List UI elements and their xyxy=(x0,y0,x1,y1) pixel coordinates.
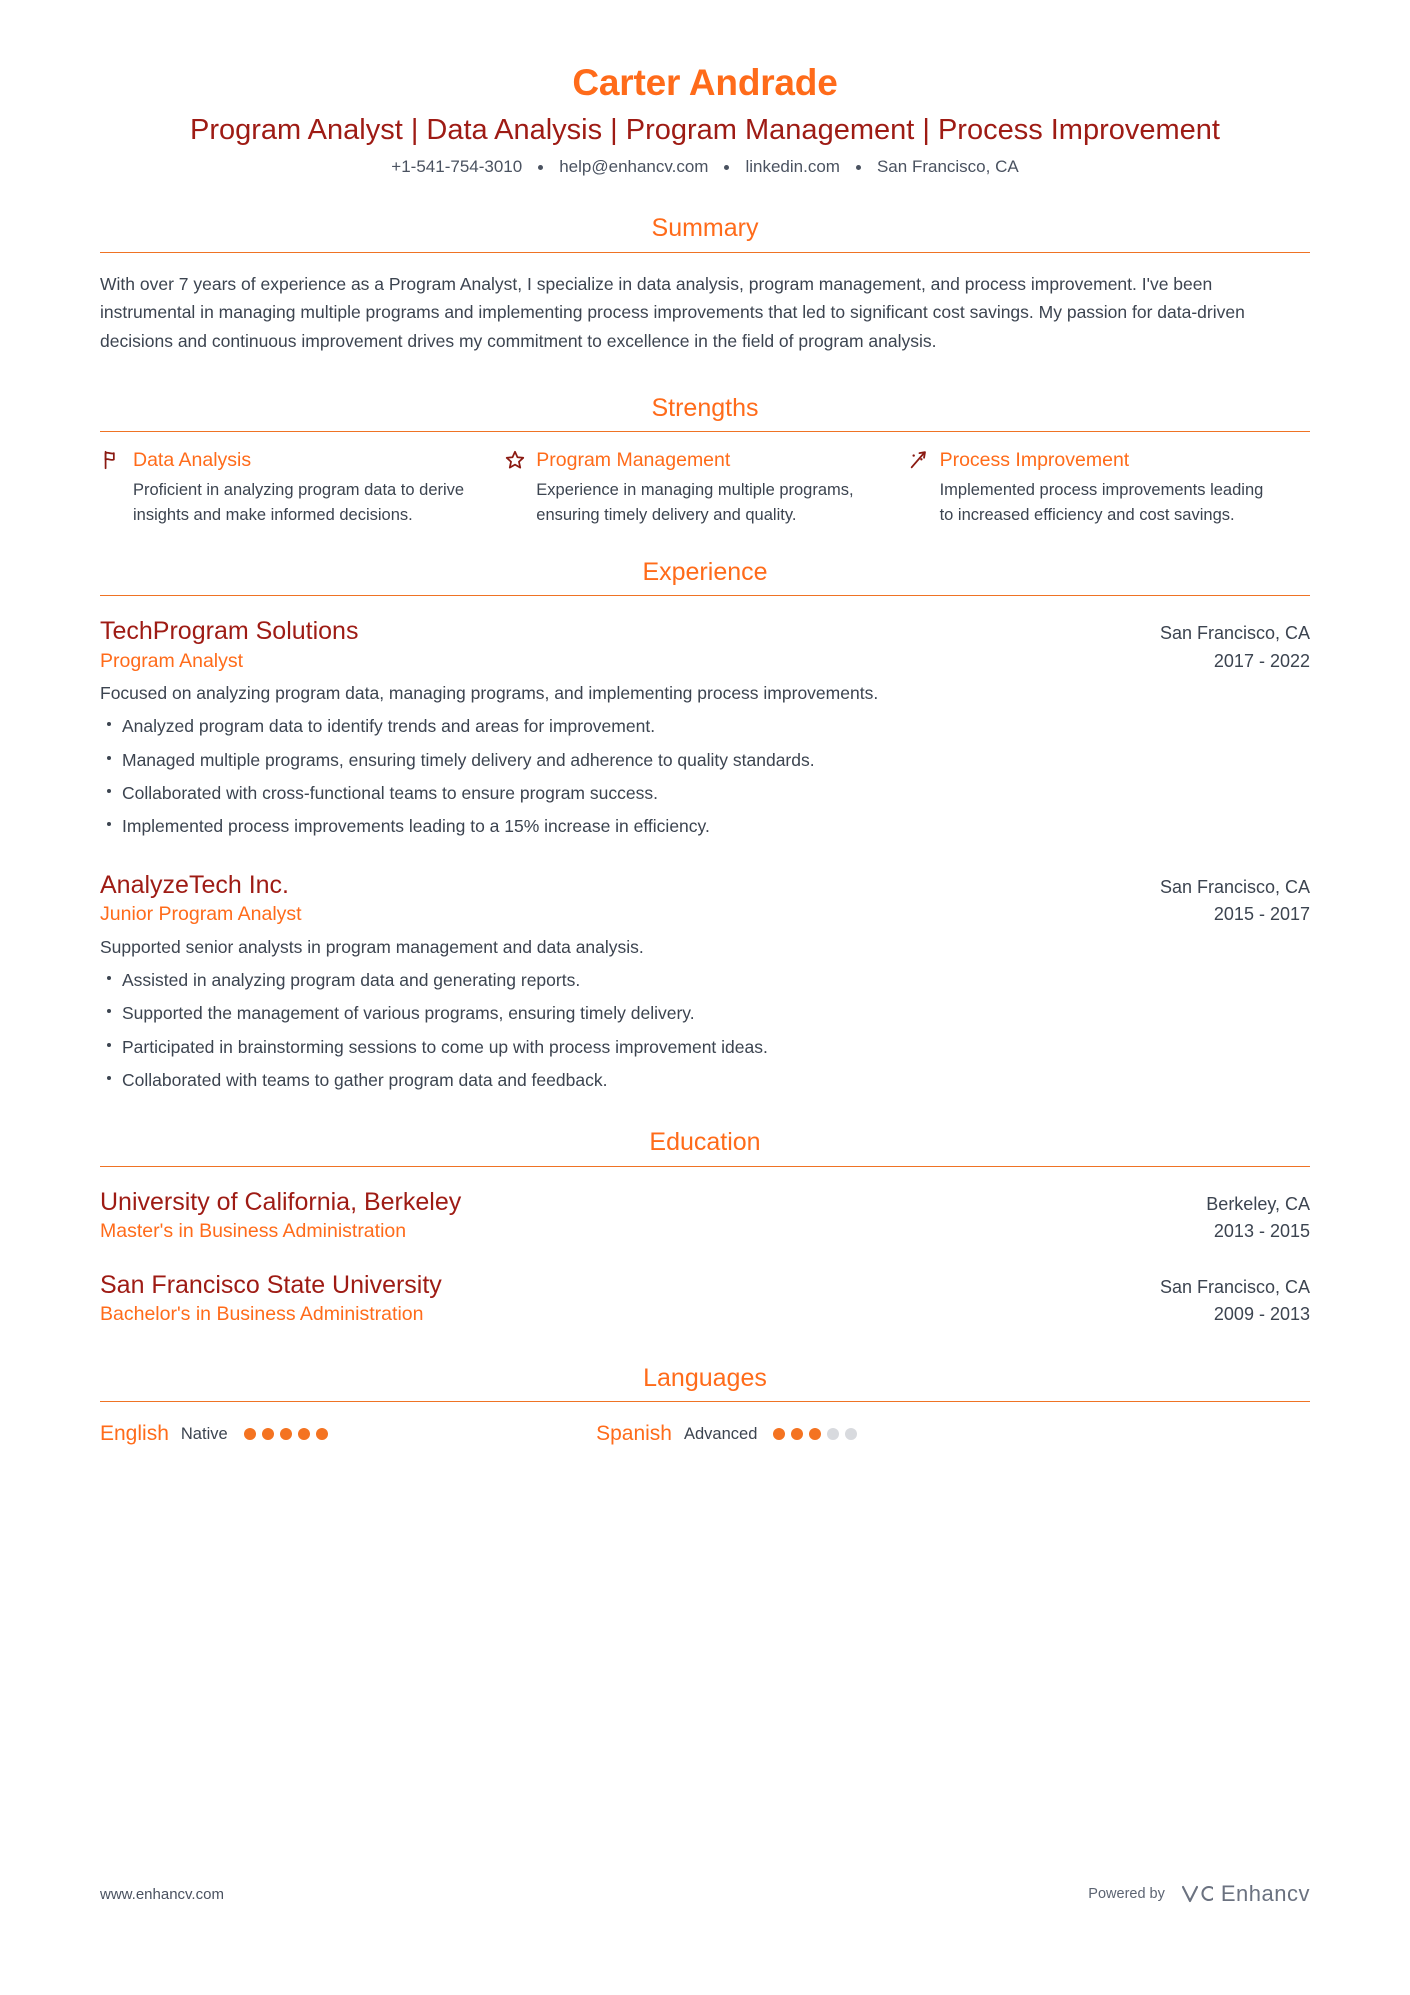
job-summary: Focused on analyzing program data, managing programs, and implementing process improvements. xyxy=(100,682,879,703)
enhancv-wordmark: Enhancv xyxy=(1220,1881,1310,1906)
strength-title: Process Improvement xyxy=(939,448,1130,471)
section-divider xyxy=(100,1166,1310,1167)
experience-entry xyxy=(100,870,1310,1094)
language-level: Native xyxy=(180,1424,228,1443)
proficiency-dot-icon xyxy=(809,1428,821,1440)
education-entry xyxy=(100,1187,1310,1244)
section-experience xyxy=(100,559,1310,1094)
list-item: Collaborated with teams to gather program data and feedback. xyxy=(100,1068,1310,1093)
flag-icon xyxy=(100,448,124,472)
resume-header xyxy=(100,0,1310,177)
proficiency-dot-icon xyxy=(773,1428,785,1440)
contact-email[interactable]: help@enhancv.com xyxy=(559,157,709,177)
section-divider xyxy=(100,1401,1310,1402)
enhancv-logo xyxy=(1179,1881,1310,1907)
company-location: San Francisco, CA xyxy=(1159,623,1310,644)
entry-subheader-row xyxy=(100,1302,1310,1326)
job-bullet-list xyxy=(100,714,1310,840)
degree-title: Master's in Business Administration xyxy=(100,1220,407,1243)
entry-header-row xyxy=(100,1270,1310,1301)
powered-by-label: Powered by xyxy=(1088,1886,1165,1902)
job-bullet-list xyxy=(100,968,1310,1094)
degree-dates: 2009 - 2013 xyxy=(1213,1304,1310,1325)
strength-header xyxy=(100,448,469,472)
strength-description: Experience in managing multiple programs, ensuring timely delivery and quality. xyxy=(536,481,854,525)
section-strengths xyxy=(100,395,1310,529)
strength-item xyxy=(907,448,1310,528)
company-name: AnalyzeTech Inc. xyxy=(100,870,289,899)
language-item xyxy=(100,1422,596,1446)
separator-dot-icon xyxy=(856,165,861,170)
language-name: Spanish xyxy=(596,1422,672,1446)
rocket-arrow-icon xyxy=(907,448,931,472)
section-divider xyxy=(100,252,1310,253)
strength-description: Implemented process improvements leading to increased efficiency and cost savings. xyxy=(939,481,1264,525)
degree-title: Bachelor's in Business Administration xyxy=(100,1303,424,1326)
proficiency-dot-icon xyxy=(827,1428,839,1440)
job-summary: Supported senior analysts in program management and data analysis. xyxy=(100,936,644,957)
entry-subheader-row xyxy=(100,1219,1310,1243)
footer-website[interactable]: www.enhancv.com xyxy=(100,1885,224,1903)
school-name: University of California, Berkeley xyxy=(100,1187,462,1216)
job-title: Junior Program Analyst xyxy=(100,903,302,926)
education-entry xyxy=(100,1270,1310,1327)
section-languages xyxy=(100,1365,1310,1447)
list-item: Collaborated with cross-functional teams to ensure program success. xyxy=(100,781,1310,806)
section-divider xyxy=(100,431,1310,432)
proficiency-dot-icon xyxy=(316,1428,328,1440)
proficiency-dot-icon xyxy=(845,1428,857,1440)
company-name: TechProgram Solutions xyxy=(100,617,359,646)
language-proficiency-dots xyxy=(773,1428,857,1440)
page-footer xyxy=(100,1881,1310,1907)
language-level: Advanced xyxy=(683,1424,758,1443)
strength-title: Program Management xyxy=(536,448,731,471)
job-dates: 2015 - 2017 xyxy=(1213,904,1310,925)
list-item: Participated in brainstorming sessions to come up with process improvement ideas. xyxy=(100,1035,1310,1060)
degree-dates: 2013 - 2015 xyxy=(1213,1221,1310,1242)
experience-entry xyxy=(100,616,1310,840)
strengths-grid xyxy=(100,448,1310,528)
section-divider xyxy=(100,595,1310,596)
list-item: Managed multiple programs, ensuring timely delivery and adherence to quality standards. xyxy=(100,748,1310,773)
entry-header-row xyxy=(100,870,1310,901)
job-title: Program Analyst xyxy=(100,649,244,672)
star-icon xyxy=(503,448,527,472)
section-title-education: Education xyxy=(649,1128,761,1157)
school-location: San Francisco, CA xyxy=(1159,1276,1310,1297)
powered-by-block xyxy=(1088,1881,1310,1907)
list-item: Supported the management of various programs, ensuring timely delivery. xyxy=(100,1001,1310,1026)
languages-grid xyxy=(100,1422,1310,1446)
section-title-experience: Experience xyxy=(642,557,768,586)
entry-header-row xyxy=(100,1187,1310,1218)
separator-dot-icon xyxy=(538,165,543,170)
proficiency-dot-icon xyxy=(298,1428,310,1440)
list-item: Assisted in analyzing program data and generating reports. xyxy=(100,968,1310,993)
language-item xyxy=(596,1422,1092,1446)
list-item: Analyzed program data to identify trends and areas for improvement. xyxy=(100,714,1310,739)
strength-description: Proficient in analyzing program data to derive insights and make informed decisions. xyxy=(133,481,465,525)
list-item: Implemented process improvements leading to a 15% increase in efficiency. xyxy=(100,814,1310,839)
candidate-name: Carter Andrade xyxy=(572,62,838,103)
contact-location: San Francisco, CA xyxy=(876,157,1019,177)
proficiency-dot-icon xyxy=(791,1428,803,1440)
contact-phone: +1-541-754-3010 xyxy=(391,157,523,177)
language-name: English xyxy=(100,1422,169,1446)
section-title-languages: Languages xyxy=(643,1363,767,1392)
school-location: Berkeley, CA xyxy=(1206,1193,1310,1214)
contact-linkedin[interactable]: linkedin.com xyxy=(745,157,840,177)
summary-text: With over 7 years of experience as a Program Analyst, I specialize in data analysis, program management, and process improvement. I've been instrumental in managing multiple programs and implementing process improvements that led to significant cost savings. My passion for data-driven decisions and continuous improvement drives my commitment to excellence in the field of program analysis. xyxy=(100,273,1245,351)
entry-header-row xyxy=(100,616,1310,647)
strength-title: Data Analysis xyxy=(133,448,252,471)
contact-bar xyxy=(100,157,1310,177)
section-education xyxy=(100,1129,1310,1326)
section-summary xyxy=(100,215,1310,355)
entry-subheader-row xyxy=(100,649,1310,673)
company-location: San Francisco, CA xyxy=(1159,876,1310,897)
candidate-headline: Program Analyst | Data Analysis | Program Management | Process Improvement xyxy=(190,113,1220,146)
strength-header xyxy=(907,448,1276,472)
strength-item xyxy=(503,448,906,528)
proficiency-dot-icon xyxy=(244,1428,256,1440)
section-title-summary: Summary xyxy=(651,214,759,243)
separator-dot-icon xyxy=(724,165,729,170)
section-title-strengths: Strengths xyxy=(651,393,759,422)
strength-item xyxy=(100,448,503,528)
language-proficiency-dots xyxy=(244,1428,328,1440)
proficiency-dot-icon xyxy=(280,1428,292,1440)
entry-subheader-row xyxy=(100,902,1310,926)
school-name: San Francisco State University xyxy=(100,1270,442,1299)
strength-header xyxy=(503,448,872,472)
proficiency-dot-icon xyxy=(262,1428,274,1440)
job-dates: 2017 - 2022 xyxy=(1213,650,1310,671)
